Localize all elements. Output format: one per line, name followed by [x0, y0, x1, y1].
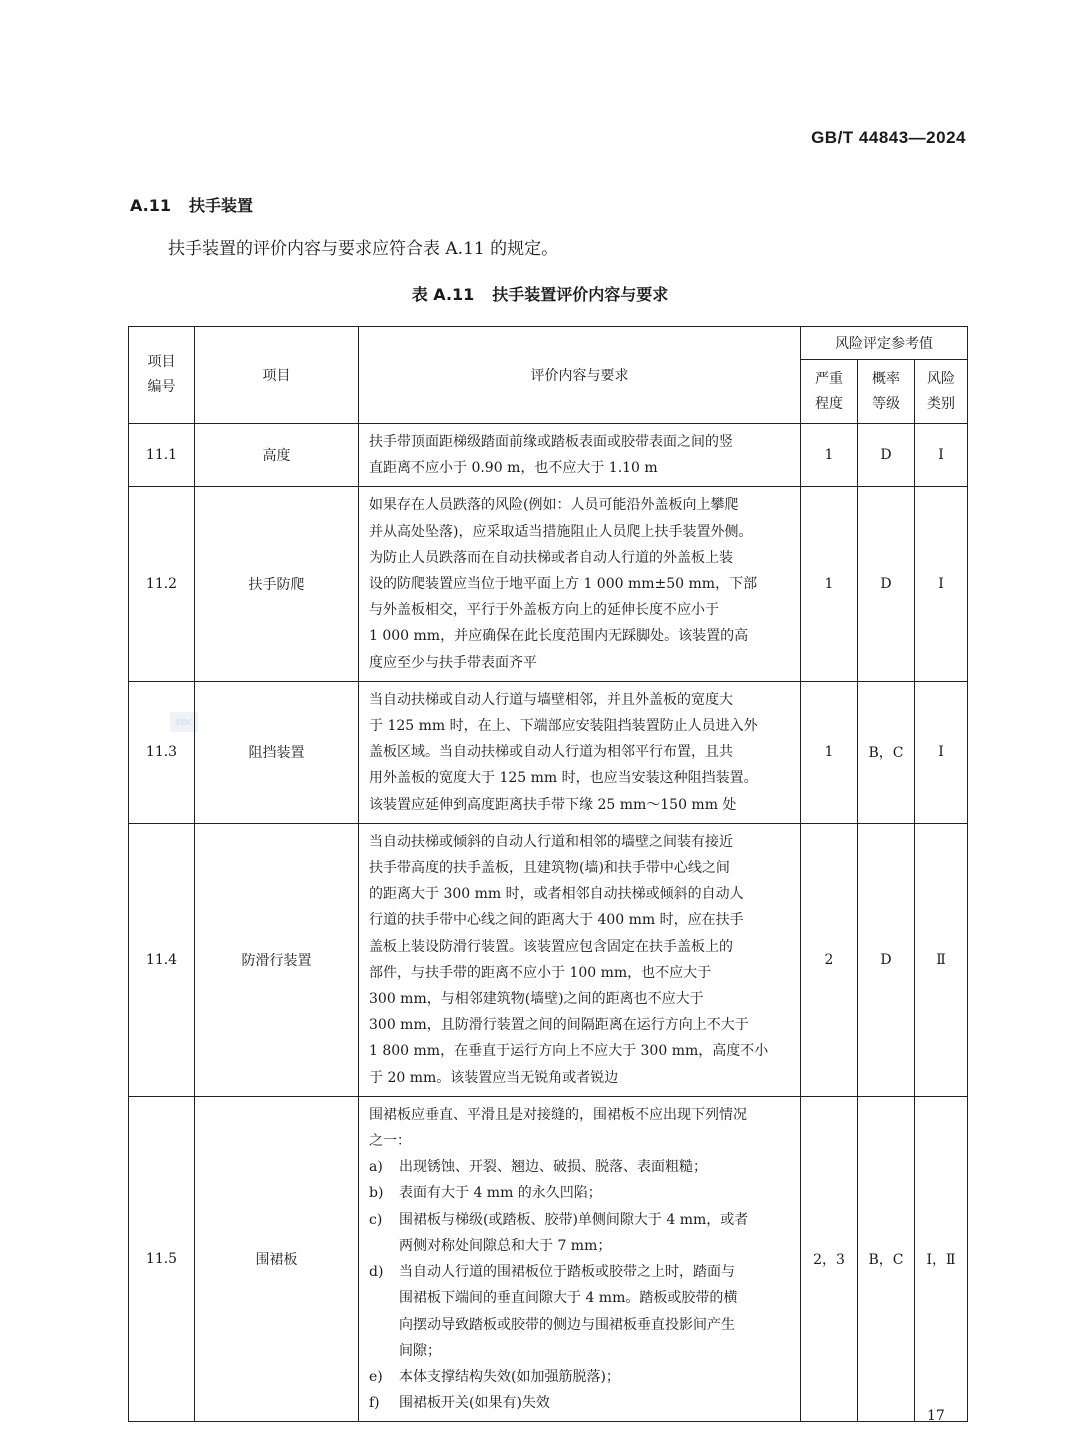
cell-probability: D	[858, 424, 915, 487]
cell-severity: 1	[801, 424, 858, 487]
section-number: A.11	[130, 196, 172, 215]
list-item	[369, 1207, 792, 1259]
content-line: 扶手带顶面距梯级踏面前缘或踏板表面或胶带表面之间的竖	[369, 434, 733, 450]
list-text-line: 本体支撑结构失效(如加强筋脱落)；	[399, 1368, 620, 1385]
list-item	[369, 1390, 792, 1416]
cell-content	[359, 823, 801, 1096]
list-text-line: 表面有大于 4 mm 的永久凹陷；	[399, 1185, 602, 1202]
content-line: 围裙板应垂直、平滑且是对接缝的，围裙板不应出现下列情况	[369, 1106, 747, 1123]
table-row	[129, 681, 968, 823]
cell-content	[359, 1096, 801, 1421]
content-line: 该装置应延伸到高度距离扶手带下缘 25 mm～150 mm 处	[369, 796, 737, 813]
list-text-line: 向摆动导致踏板或胶带的侧边与围裙板垂直投影间产生	[399, 1316, 735, 1333]
cell-item-no: 11.1	[129, 424, 195, 487]
list-text	[399, 1180, 792, 1206]
list-marker: f)	[369, 1395, 380, 1412]
header-item: 项目	[195, 327, 359, 424]
header-risk-category-line: 风险	[927, 370, 955, 387]
list-marker: b)	[369, 1185, 384, 1202]
table-row	[129, 487, 968, 681]
list-marker: c)	[369, 1211, 383, 1228]
table-caption-number: 表 A.11	[411, 285, 475, 304]
list-item	[369, 1180, 792, 1206]
cell-probability: B，C	[858, 681, 915, 823]
cell-risk-category: Ⅰ，Ⅱ	[915, 1096, 968, 1421]
content-line: 与外盖板相交，平行于外盖板方向上的延伸长度不应小于	[369, 602, 719, 619]
list-marker: a)	[369, 1159, 383, 1176]
header-severity	[801, 360, 858, 424]
cell-severity: 1	[801, 681, 858, 823]
list-text-line: 两侧对称处间隙总和大于 7 mm；	[399, 1237, 612, 1254]
content-line: 为防止人员跌落而在自动扶梯或者自动人行道的外盖板上装	[369, 549, 733, 566]
content-line: 300 mm，与相邻建筑物(墙壁)之间的距离也不应大于	[369, 991, 704, 1008]
header-severity-line: 程度	[815, 395, 843, 412]
page-number: 17	[927, 1408, 945, 1424]
cell-content	[359, 487, 801, 681]
cell-content	[359, 424, 801, 487]
cell-probability: B，C	[858, 1096, 915, 1421]
content-line: 设的防爬装置应当位于地平面上方 1 000 mm±50 mm，下部	[369, 576, 758, 593]
list-marker: d)	[369, 1264, 384, 1281]
header-risk-group: 风险评定参考值	[801, 327, 968, 360]
list-item	[369, 1154, 792, 1180]
table-row	[129, 1096, 968, 1421]
header-risk-category	[915, 360, 968, 424]
header-item-no-line: 编号	[147, 379, 176, 395]
header-risk-category-line: 类别	[927, 395, 955, 412]
list-text-line: 围裙板开关(如果有)失效	[399, 1395, 550, 1412]
content-line: 如果存在人员跌落的风险(例如：人员可能沿外盖板向上攀爬	[369, 497, 739, 514]
cell-severity: 1	[801, 487, 858, 681]
list-text	[399, 1364, 792, 1390]
cell-risk-category: Ⅰ	[915, 424, 968, 487]
content-line: 的距离大于 300 mm 时，或者相邻自动扶梯或倾斜的自动人	[369, 886, 744, 903]
content-line: 1 800 mm，在垂直于运行方向上不应大于 300 mm，高度不小	[369, 1043, 769, 1060]
list-text	[399, 1390, 792, 1416]
header-item-no	[129, 327, 195, 424]
cell-item: 围裙板	[195, 1096, 359, 1421]
table-row	[129, 823, 968, 1096]
content-line: 直距离不应小于 0.90 m，也不应大于 1.10 m	[369, 460, 658, 477]
section-title: 扶手装置	[189, 196, 254, 215]
section-heading	[130, 193, 253, 216]
header-probability	[858, 360, 915, 424]
content-line: 当自动扶梯或自动人行道与墙壁相邻，并且外盖板的宽度大	[369, 691, 733, 708]
list-text	[399, 1154, 792, 1180]
content-line: 扶手带高度的扶手盖板，且建筑物(墙)和扶手带中心线之间	[369, 860, 730, 877]
requirements-table	[128, 326, 968, 1422]
cell-risk-category: Ⅰ	[915, 487, 968, 681]
cell-item: 阻挡装置	[195, 681, 359, 823]
list-text	[399, 1207, 792, 1259]
cell-item: 高度	[195, 424, 359, 487]
content-line: 行道的扶手带中心线之间的距离大于 400 mm 时，应在扶手	[369, 912, 744, 929]
content-line: 于 125 mm 时，在上、下端部应安装阻挡装置防止人员进入外	[369, 718, 758, 735]
standard-code: GB/T 44843—2024	[811, 128, 966, 147]
header-content: 评价内容与要求	[359, 327, 801, 424]
content-line: 盖板上装设防滑行装置。该装置应包含固定在扶手盖板上的	[369, 938, 733, 955]
content-line: 300 mm，且防滑行装置之间的间隔距离在运行方向上不大于	[369, 1017, 749, 1034]
content-line: 并从高处坠落)，应采取适当措施阻止人员爬上扶手装置外侧。	[369, 523, 753, 540]
cell-risk-category: Ⅰ	[915, 681, 968, 823]
cell-item-no: 11.5	[129, 1096, 195, 1421]
cell-item: 防滑行装置	[195, 823, 359, 1096]
content-line: 于 20 mm。该装置应当无锐角或者锐边	[369, 1069, 619, 1086]
content-line: 度应至少与扶手带表面齐平	[369, 654, 537, 671]
table-header-row	[129, 327, 968, 360]
list-text-line: 出现锈蚀、开裂、翘边、破损、脱落、表面粗糙；	[399, 1159, 707, 1176]
list-text-line: 间隙；	[399, 1342, 441, 1359]
header-probability-line: 概率	[872, 370, 900, 387]
list-text-line: 围裙板下端间的垂直间隙大于 4 mm。踏板或胶带的横	[399, 1290, 738, 1307]
cell-severity: 2	[801, 823, 858, 1096]
cell-probability: D	[858, 487, 915, 681]
list-marker: e)	[369, 1368, 383, 1385]
cell-content	[359, 681, 801, 823]
header-item-no-line: 项目	[147, 354, 176, 370]
content-line: 1 000 mm，并应确保在此长度范围内无踩脚处。该装置的高	[369, 628, 749, 645]
content-line: 当自动扶梯或倾斜的自动人行道和相邻的墙壁之间装有接近	[369, 833, 733, 850]
header-severity-line: 严重	[815, 370, 843, 387]
list-text-line: 当自动人行道的围裙板位于踏板或胶带之上时，踏面与	[399, 1264, 735, 1281]
cell-item-no: 11.3	[129, 681, 195, 823]
cell-item-no: 11.2	[129, 487, 195, 681]
intro-paragraph: 扶手装置的评价内容与要求应符合表 A.11 的规定。	[168, 239, 559, 259]
list-text	[399, 1259, 792, 1364]
list-text-line: 围裙板与梯级(或踏板、胶带)单侧间隙大于 4 mm，或者	[399, 1211, 749, 1228]
cell-item-no: 11.4	[129, 823, 195, 1096]
cell-probability: D	[858, 823, 915, 1096]
list-item	[369, 1364, 792, 1390]
table-caption-title: 扶手装置评价内容与要求	[492, 285, 669, 304]
list-item	[369, 1259, 792, 1364]
content-line: 之一：	[369, 1133, 411, 1150]
table-caption	[0, 282, 1080, 305]
cell-risk-category: Ⅱ	[915, 823, 968, 1096]
content-line: 盖板区域。当自动扶梯或自动人行道为相邻平行布置，且共	[369, 744, 733, 761]
content-line: 部件，与扶手带的距离不应小于 100 mm，也不应大于	[369, 964, 712, 981]
table-row	[129, 424, 968, 487]
content-line: 用外盖板的宽度大于 125 mm 时，也应当安装这种阻挡装置。	[369, 770, 758, 787]
header-probability-line: 等级	[872, 395, 900, 412]
watermark-logo: SDC	[170, 712, 198, 732]
cell-severity: 2，3	[801, 1096, 858, 1421]
cell-item: 扶手防爬	[195, 487, 359, 681]
